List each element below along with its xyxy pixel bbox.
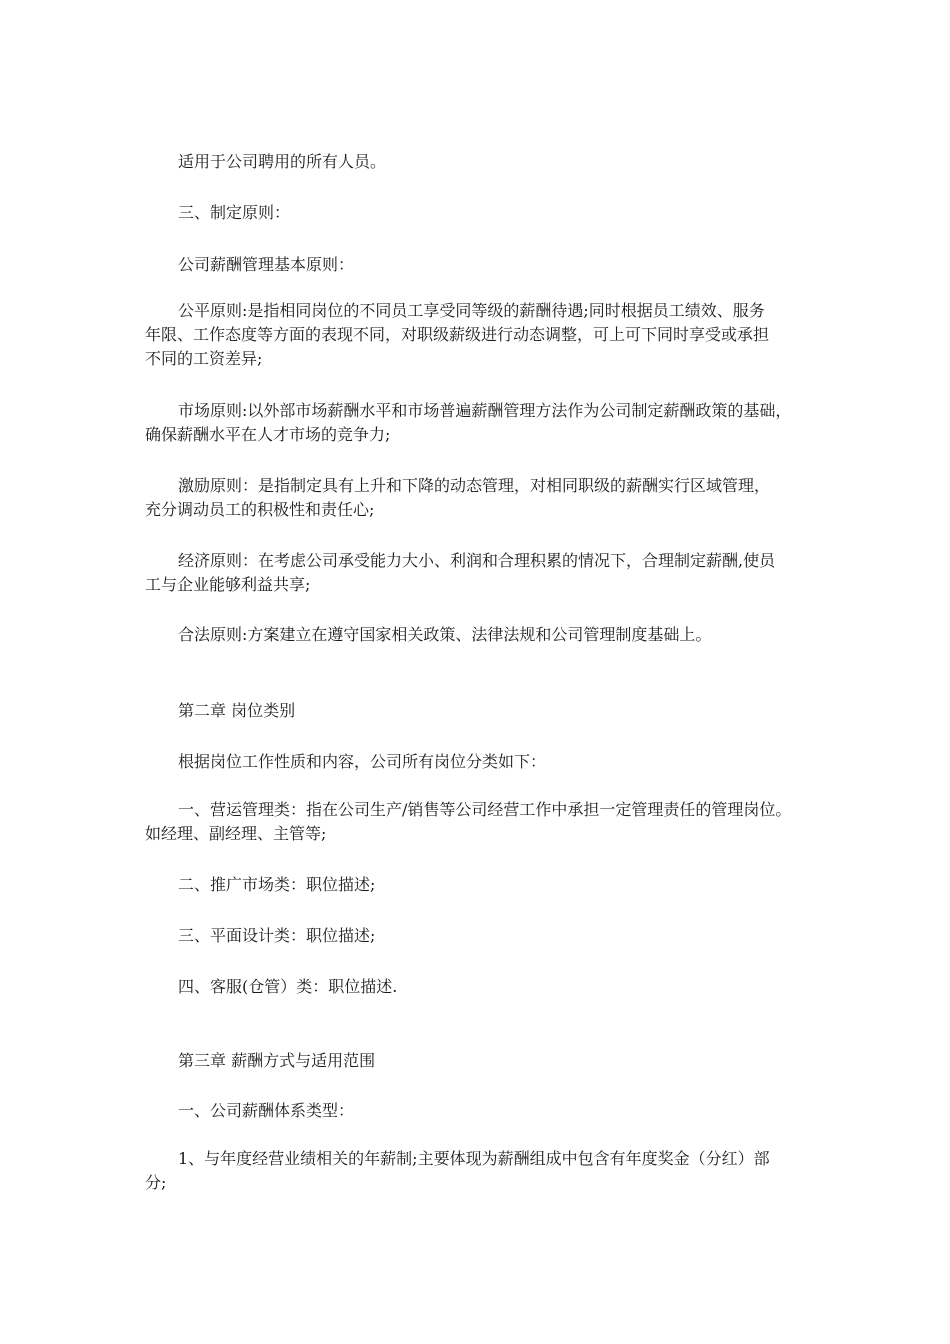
paragraph-position-intro: 根据岗位工作性质和内容，公司所有岗位分类如下： [178, 752, 547, 771]
paragraph-marketing: 二、推广市场类：职位描述; [178, 875, 376, 894]
text-line: 公平原则:是指相同岗位的不同员工享受同等级的薪酬待遇;同时根据员工绩效、服务 [178, 301, 765, 320]
text-line: 分; [145, 1173, 167, 1192]
text-line: 市场原则:以外部市场薪酬水平和市场普遍薪酬管理方法作为公司制定薪酬政策的基础， [178, 401, 792, 420]
paragraph-legal-principle: 合法原则:方案建立在遵守国家相关政策、法律法规和公司管理制度基础上。 [178, 625, 712, 644]
chapter-three-title: 第三章 薪酬方式与适用范围 [178, 1051, 376, 1070]
paragraph-salary-system-types: 一、公司薪酬体系类型： [178, 1101, 355, 1120]
text-line: 经济原则：在考虑公司承受能力大小、利润和合理积累的情况下，合理制定薪酬,使员 [178, 551, 776, 570]
paragraph-basic-principles: 公司薪酬管理基本原则： [178, 255, 355, 274]
text-line: 激励原则：是指制定具有上升和下降的动态管理，对相同职级的薪酬实行区域管理， [178, 476, 771, 495]
paragraph-economic-principle [145, 549, 815, 597]
paragraph-scope: 适用于公司聘用的所有人员。 [178, 152, 387, 171]
paragraph-operations-management [145, 798, 815, 846]
paragraph-fairness-principle [145, 299, 815, 371]
text-line: 充分调动员工的积极性和责任心; [145, 500, 375, 519]
section-heading-principles: 三、制定原则： [178, 203, 291, 222]
chapter-two-title: 第二章 岗位类别 [178, 701, 296, 720]
text-line: 确保薪酬水平在人才市场的竞争力; [145, 425, 391, 444]
paragraph-market-principle [145, 399, 815, 447]
paragraph-customer-service: 四、客服(仓管）类：职位描述. [178, 977, 398, 996]
paragraph-graphic-design: 三、平面设计类：职位描述; [178, 926, 376, 945]
text-line: 一、营运管理类：指在公司生产/销售等公司经营工作中承担一定管理责任的管理岗位。 [178, 800, 792, 819]
text-line: 不同的工资差异; [145, 349, 263, 368]
text-line: 工与企业能够利益共享; [145, 575, 311, 594]
text-line: 年限、工作态度等方面的表现不同，对职级薪级进行动态调整，可上可下同时享受或承担 [145, 325, 770, 344]
paragraph-annual-salary [145, 1147, 815, 1195]
text-line: 如经理、副经理、主管等; [145, 824, 327, 843]
paragraph-incentive-principle [145, 474, 815, 522]
text-line: 1、与年度经营业绩相关的年薪制;主要体现为薪酬组成中包含有年度奖金（分红）部 [178, 1149, 770, 1168]
